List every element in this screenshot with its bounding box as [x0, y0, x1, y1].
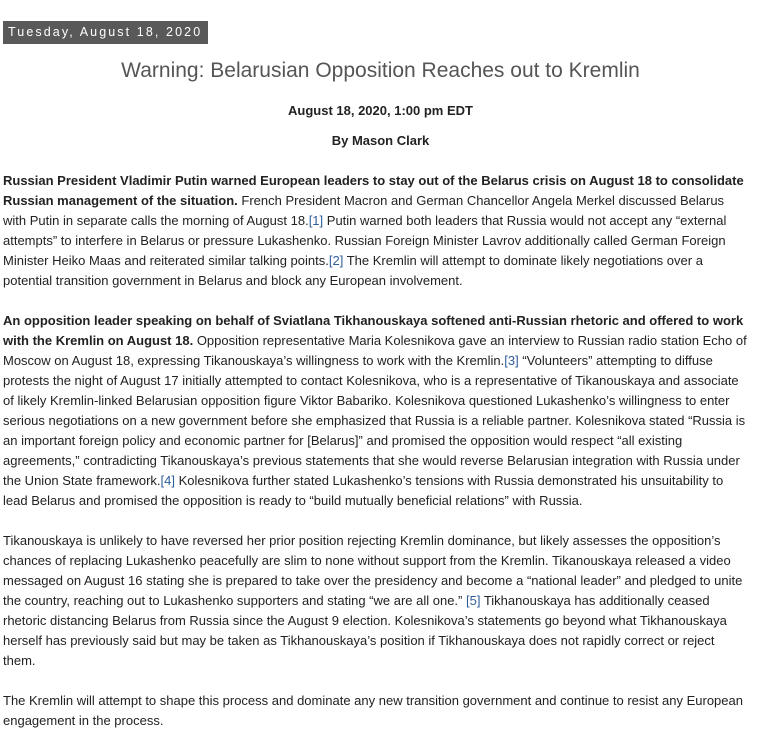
- paragraph-4: [3, 691, 749, 731]
- paragraph-1-text-1: French President Macron and German Chancellor Angela Merkel discussed Belarus with Putin in separate calls the morning of August 18.: [3, 193, 725, 228]
- paragraph-3: [3, 531, 749, 671]
- post-byline: By Mason Clark: [331, 133, 430, 148]
- paragraph-2-lead: An opposition leader speaking on behalf of Sviatlana Tikhanouskaya softened anti-Russian rhetoric and offered to work with the Kremlin on August 18.: [3, 313, 744, 348]
- post-body: [3, 171, 749, 751]
- paragraph-2-text-3: Kolesnikova further stated Lukashenko’s tensions with Russia demonstrated his unsuitability to lead Belarus and promised the opposition is ready to “build mutually beneficial relations” with Russia.: [3, 473, 724, 508]
- paragraph-2-text-1: Opposition representative Maria Kolesnikova gave an interview to Russian radio station Echo of Moscow on August 18, expressing Tikanouskaya’s willingness to work with the Kremlin.: [3, 333, 747, 368]
- footnote-link-2[interactable]: [2]: [328, 253, 344, 268]
- paragraph-4-text-1: The Kremlin will attempt to shape this process and dominate any new transition government and continue to resist any European engagement in the process.: [3, 693, 743, 728]
- paragraph-3-text-2: Tikhanouskaya has additionally ceased rhetoric distancing Belarus from Russia since the August 9 election. Kolesnikova’s statements go beyond what Tikhanouskaya herself has previously said but may be taken as Tikhanouskaya’s position if Tikhanouskaya does not rapidly correct or reject them.: [3, 593, 727, 668]
- footnote-link-3[interactable]: [3]: [504, 353, 519, 368]
- date-header: Tuesday, August 18, 2020: [3, 21, 208, 44]
- paragraph-1: [3, 171, 749, 291]
- footnote-link-4[interactable]: [4]: [160, 473, 175, 488]
- post-timestamp: August 18, 2020, 1:00 pm EDT: [288, 103, 473, 118]
- paragraph-2-text-2: “Volunteers” attempting to diffuse protests the night of August 17 initially attempted to contact Kolesnikova, who is a representative of Tikanouskaya and associate of likely Kremlin-linked Belarusian opposition figure Viktor Babariko. Kolesnikova questioned Lukashenko’s willingness to enter serious negotiations on a new government before she emphasized that Russia is a reliable partner. Kolesnikova stated “Russia is an important foreign policy and economic partner for [Belarus]” and promised the opposition would respect “all existing agreements,” contradicting Tikanouskaya’s previous statements that she would reverse Belarusian integration with Russia under the Union State framework.: [3, 353, 746, 488]
- footnote-link-1[interactable]: [1]: [308, 213, 324, 228]
- post-title: Warning: Belarusian Opposition Reaches out to Kremlin: [121, 59, 640, 82]
- paragraph-3-text-1: Tikanouskaya is unlikely to have reversed her prior position rejecting Kremlin dominance, but likely assesses the opposition’s chances of replacing Lukashenko peacefully are slim to none without support from the Kremlin. Tikanouskaya released a video messaged on August 16 stating she is prepared to take over the presidency and become a “national leader” and pledged to unite the country, reaching out to Lukashenko supporters and stating “we are all one.”: [3, 533, 743, 608]
- footnote-link-5[interactable]: [5]: [465, 593, 481, 608]
- paragraph-1-lead: Russian President Vladimir Putin warned European leaders to stay out of the Belarus crisis on August 18 to consolidate Russian management of the situation.: [3, 173, 744, 208]
- paragraph-1-text-2: Putin warned both leaders that Russia would not accept any “external attempts” to interfere in Belarus or pressure Lukashenko. Russian Foreign Minister Lavrov additionally called German Foreign Minister Heiko Maas and reiterated similar talking points.: [3, 213, 727, 268]
- paragraph-2: [3, 311, 749, 511]
- paragraph-1-text-3: The Kremlin will attempt to dominate likely negotiations over a potential transition government in Belarus and block any European involvement.: [3, 253, 703, 288]
